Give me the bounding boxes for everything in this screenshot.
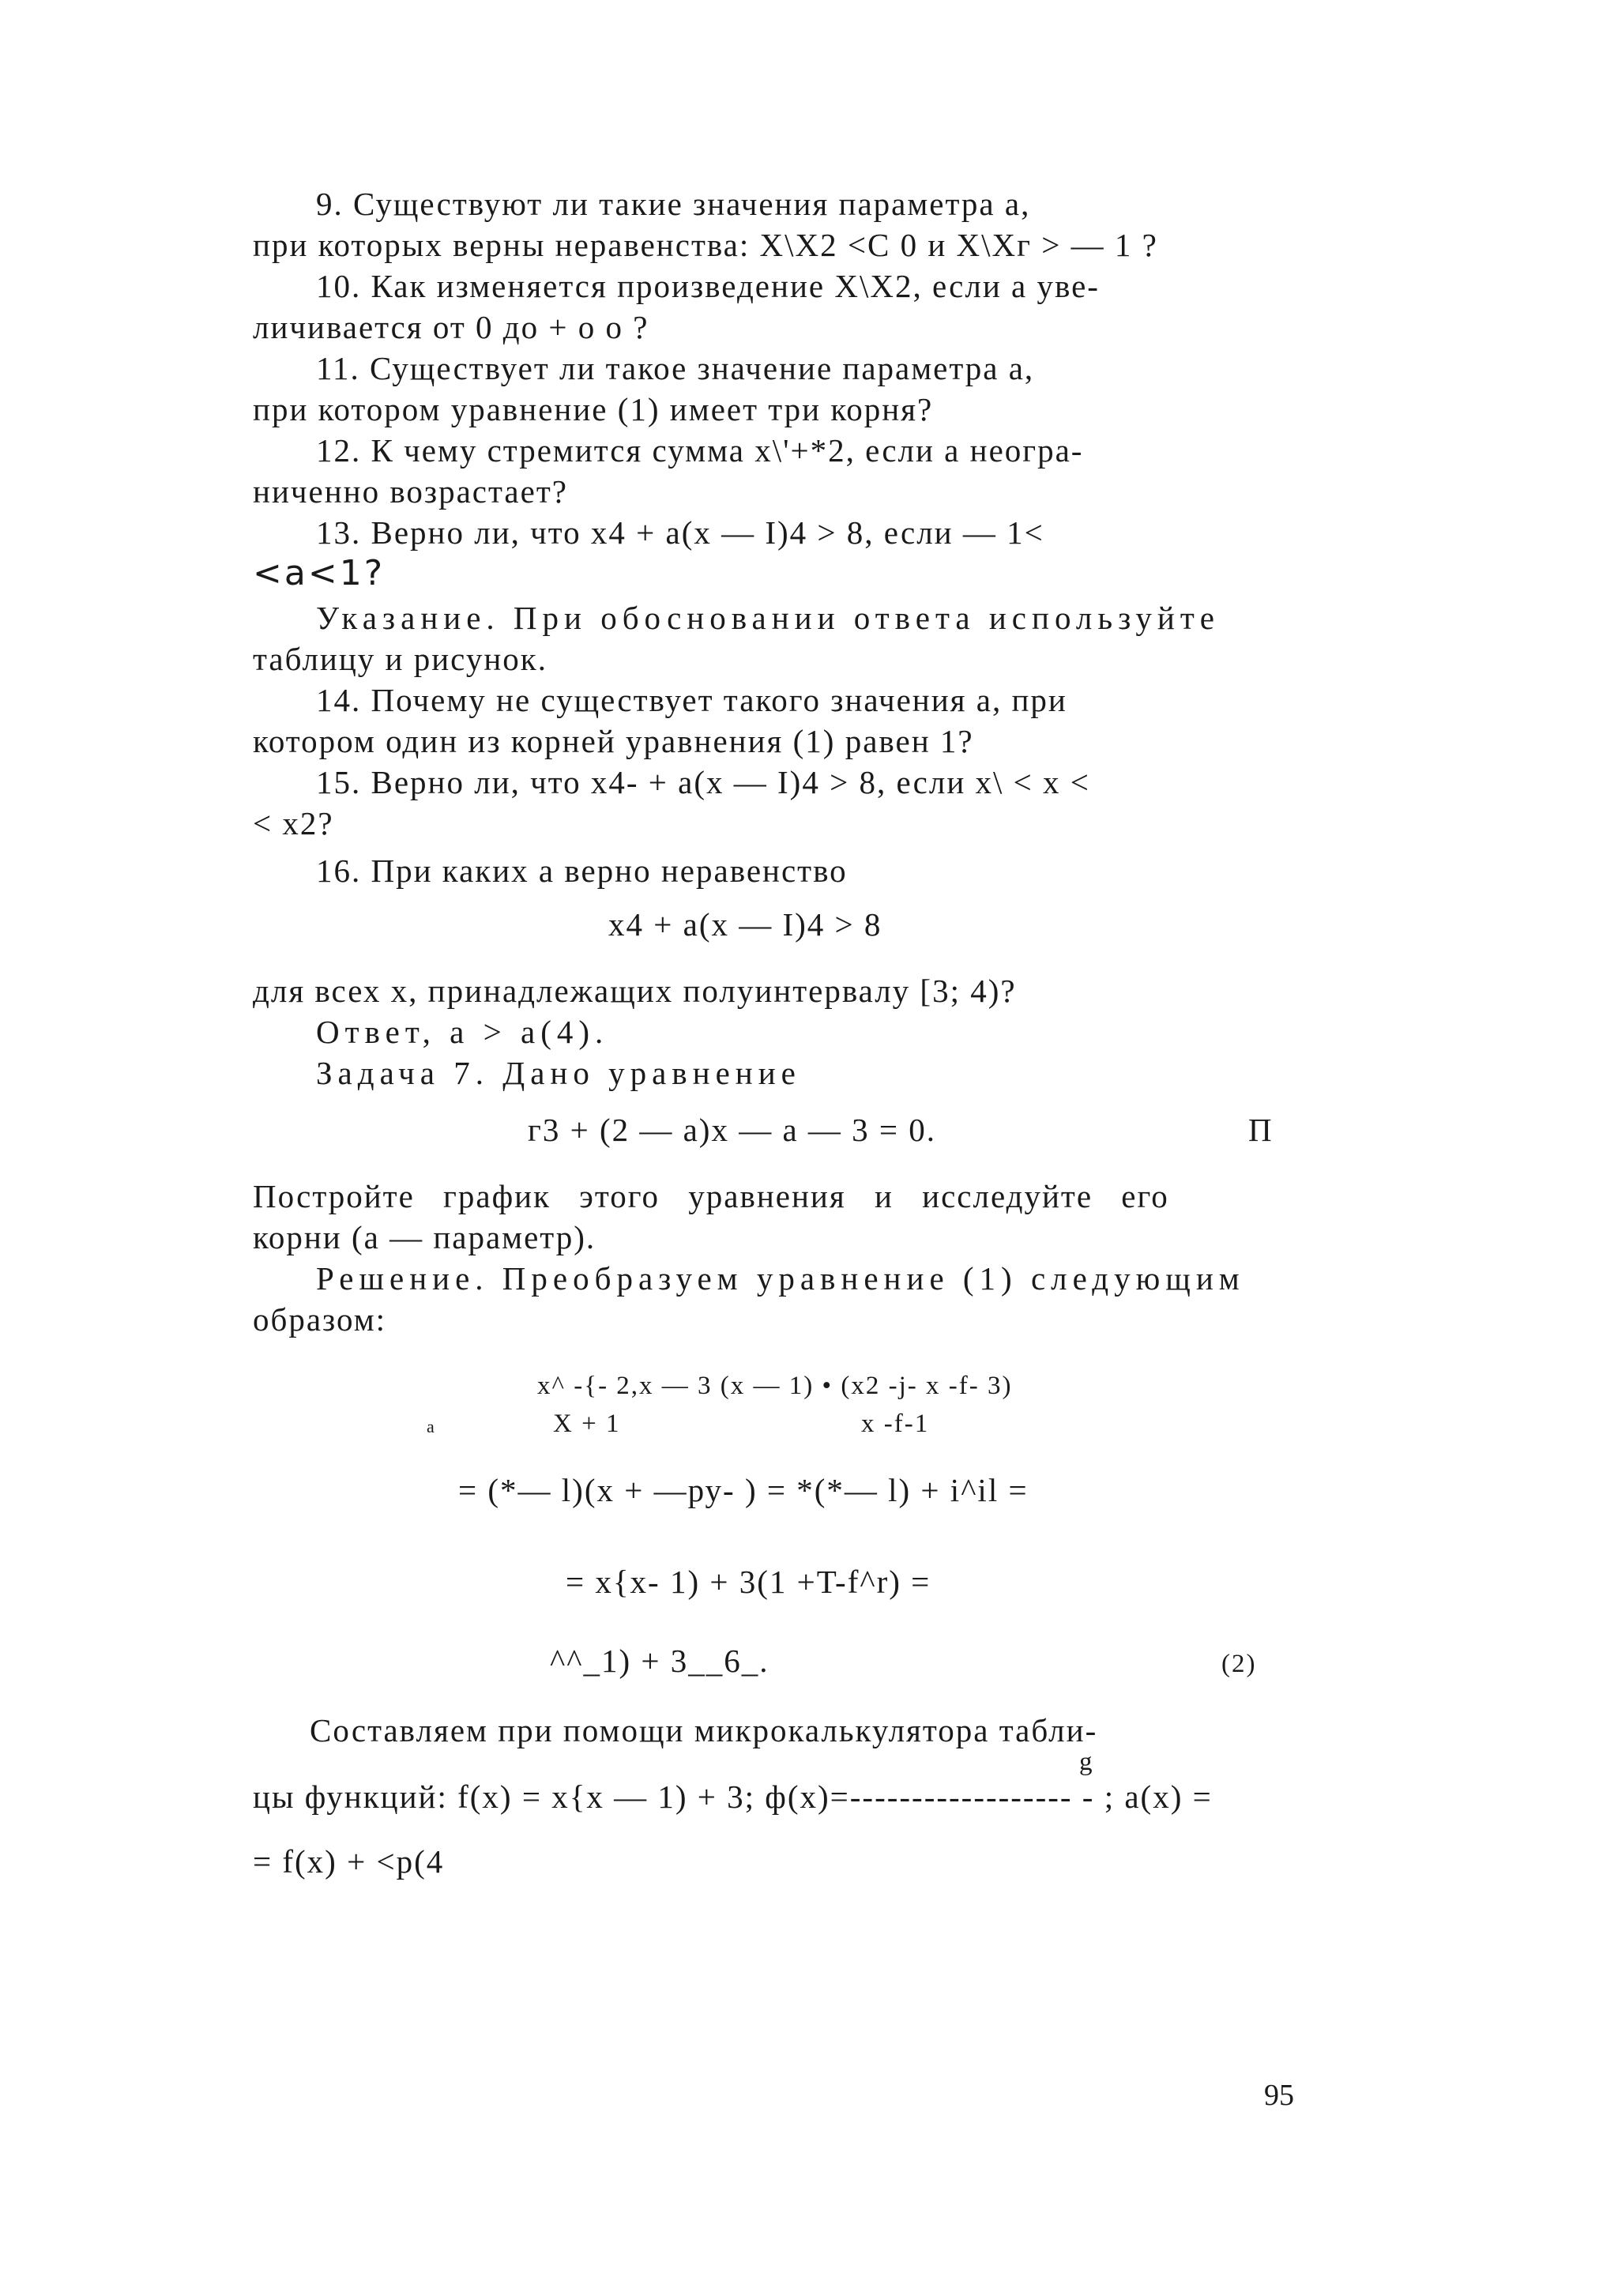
fraction-label-g: g [1079, 1748, 1094, 1776]
question-15-line-1: 15. Верно ли, что x4- + a(x — I)4 > 8, если x\ < x < [316, 764, 1090, 800]
question-14-line-1: 14. Почему не существует такого значения а, при [316, 682, 1067, 718]
solution-line-2: образом: [253, 1301, 387, 1338]
question-9-line-2: при которых верны неравенства: X\X2 <C 0 и X\Xг > — 1 ? [253, 227, 1158, 263]
question-10-line-1: 10. Как изменяется произведение X\X2, если a уве- [316, 268, 1100, 304]
question-12-line-2: ниченно возрастает? [253, 473, 568, 510]
hint-line-2: таблицу и рисунок. [253, 641, 547, 677]
derivation-line-2: = x{x- 1) + 3(1 +T-f^r) = [566, 1564, 931, 1600]
question-13-line-2: <a<1? [253, 553, 386, 593]
question-10-line-2: личивается от 0 до + о о ? [253, 309, 649, 345]
question-14-line-2: котором один из корней уравнения (1) равен 1? [253, 723, 974, 759]
task-7-line-1: Постройте график этого уравнения и исследуйте его [253, 1178, 1169, 1214]
paragraph-line-3: = f(x) + <p(4 [253, 1843, 445, 1880]
question-13-line-1: 13. Верно ли, что x4 + a(x — I)4 > 8, если — 1< [316, 514, 1044, 551]
fraction-denominator-1: X + 1 [553, 1410, 621, 1438]
inequality-formula: x4 + a(x — I)4 > 8 [608, 906, 882, 943]
derivation-line-3: ^^_1) + 3__6_. [550, 1643, 769, 1679]
task-7-title: Задача 7. Дано уравнение [316, 1055, 801, 1091]
question-11-line-2: при котором уравнение (1) имеет три корня? [253, 391, 934, 427]
question-16-line-1: 16. При каких a верно неравенство [316, 853, 848, 889]
question-12-line-1: 12. К чему стремится сумма x\'+*2, если a неогра- [316, 432, 1084, 469]
hint-line-1: Указание. При обосновании ответа используйте [316, 600, 1220, 636]
answer-line: Ответ, a > a(4). [316, 1014, 609, 1050]
question-11-line-1: 11. Существует ли такое значение параметра а, [316, 350, 1035, 386]
solution-line-1: Решение. Преобразуем уравнение (1) следующим [316, 1260, 1245, 1297]
paragraph-line-1: Составляем при помощи микрокалькулятора табли- [310, 1712, 1098, 1748]
equation-number-marker: П [1248, 1112, 1274, 1148]
fraction-denominator-2: x -f-1 [861, 1410, 930, 1438]
question-9-line-1: 9. Существуют ли такие значения параметра a, [316, 186, 1031, 222]
fraction-numerator: x^ -{- 2,x — 3 (x — 1) • (x2 -j- x -f- 3) [537, 1372, 1013, 1400]
fraction-label-a: a [427, 1417, 436, 1436]
task-7-equation: г3 + (2 — a)x — а — 3 = 0. [528, 1112, 937, 1148]
derivation-line-1: = (*— l)(x + —ру- ) = *(*— l) + i^il = [458, 1472, 1029, 1508]
task-7-line-2: корни (a — параметр). [253, 1219, 596, 1255]
paragraph-line-2: цы функций: f(x) = x{x — 1) + 3; ф(x)=------------------ - ; a(x) = [253, 1778, 1213, 1815]
question-16-line-2: для всех x, принадлежащих полуинтервалу [3; 4)? [253, 973, 1017, 1009]
formula-number-2: (2) [1221, 1650, 1257, 1678]
page-number: 95 [1264, 2079, 1294, 2112]
question-15-line-2: < x2? [253, 805, 334, 841]
